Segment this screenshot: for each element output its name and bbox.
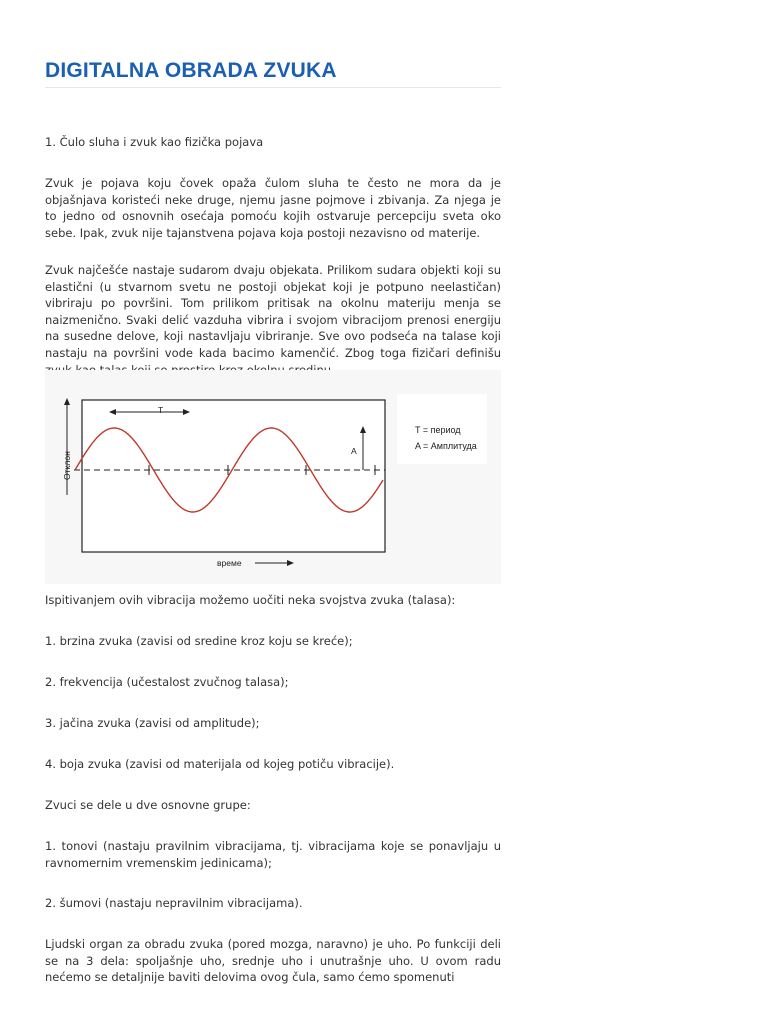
groups-intro: Zvuci se dele u dve osnovne grupe: — [45, 798, 251, 812]
x-axis-arrowhead — [287, 560, 294, 566]
property-item: 2. frekvencija (učestalost zvučnog talasa); — [45, 675, 289, 689]
properties-intro: Ispitivanjem ovih vibracija možemo uočiti neka svojstva zvuka (talasa): — [45, 593, 456, 607]
legend-amplitude: A = Амплитуда — [415, 441, 477, 451]
amplitude-marker-label: A — [351, 446, 357, 456]
sine-wave-figure — [45, 370, 501, 584]
legend-period: T = период — [415, 425, 461, 435]
plot-frame — [82, 400, 385, 552]
y-axis-label: Отклон — [62, 451, 72, 480]
group-item-sumovi: 2. šumovi (nastaju nepravilnim vibracijama). — [45, 896, 303, 910]
period-marker-label: T — [158, 405, 164, 415]
paragraph-closing: Ljudski organ za obradu zvuka (pored mozga, naravno) je uho. Po funkciji deli se na 3 dela: spoljašnje uho, srednje uho i unutrašnje uho. U ovom radu nećemo se detaljnije baviti delovima ovog čula, samo ćemo spomenuti — [45, 937, 501, 985]
property-item: 4. boja zvuka (zavisi od materijala od kojeg potiču vibracije). — [45, 757, 395, 771]
document-title: DIGITALNA OBRADA ZVUKA — [45, 59, 501, 88]
property-item: 1. brzina zvuka (zavisi od sredine kroz koju se kreće); — [45, 634, 353, 648]
property-item: 3. jačina zvuka (zavisi od amplitude); — [45, 716, 260, 730]
x-axis-label: време — [217, 558, 242, 568]
paragraph-origin: Zvuk najčešće nastaje sudarom dvaju objekata. Prilikom sudara objekti koji su elastični (u stvarnom svetu ne postoji objekat koji je potpuno neelastičan) vibriraju po površini. Tom prilikom pritisak na okolnu materiju menja se naizmenično. Svaki delić vazduha vibrira i svojom vibracijom prenosi energiju na susedne delove, koji nastavljaju vibriranje. Sve ovo podseća na talase koji nastaju na površini vode kada bacimo kamenčić. Zbog toga fizičari definišu — [45, 263, 501, 360]
section-heading: 1. Čulo sluha i zvuk kao fizička pojava — [45, 135, 264, 149]
wave-diagram — [45, 370, 501, 584]
y-axis-arrowhead — [64, 398, 70, 405]
group-item-tonovi: 1. tonovi (nastaju pravilnim vibracijama, tj. vibracijama koje se ponavljaju u ravnomernim vremenskim jedinicama); — [45, 839, 501, 870]
paragraph-intro: Zvuk je pojava koju čovek opaža čulom sluha te često ne mora da je objašnjava koristeći neke druge, njemu jasne pojmove i zbivanja. Za njega je to jedno od osnovnih osećaja pomoću kojih ostvaruje percepciju sveta oko sebe. Ipak, zvuk nije tajanstvena pojava koja postoji nezavisno od materije. — [45, 176, 501, 240]
